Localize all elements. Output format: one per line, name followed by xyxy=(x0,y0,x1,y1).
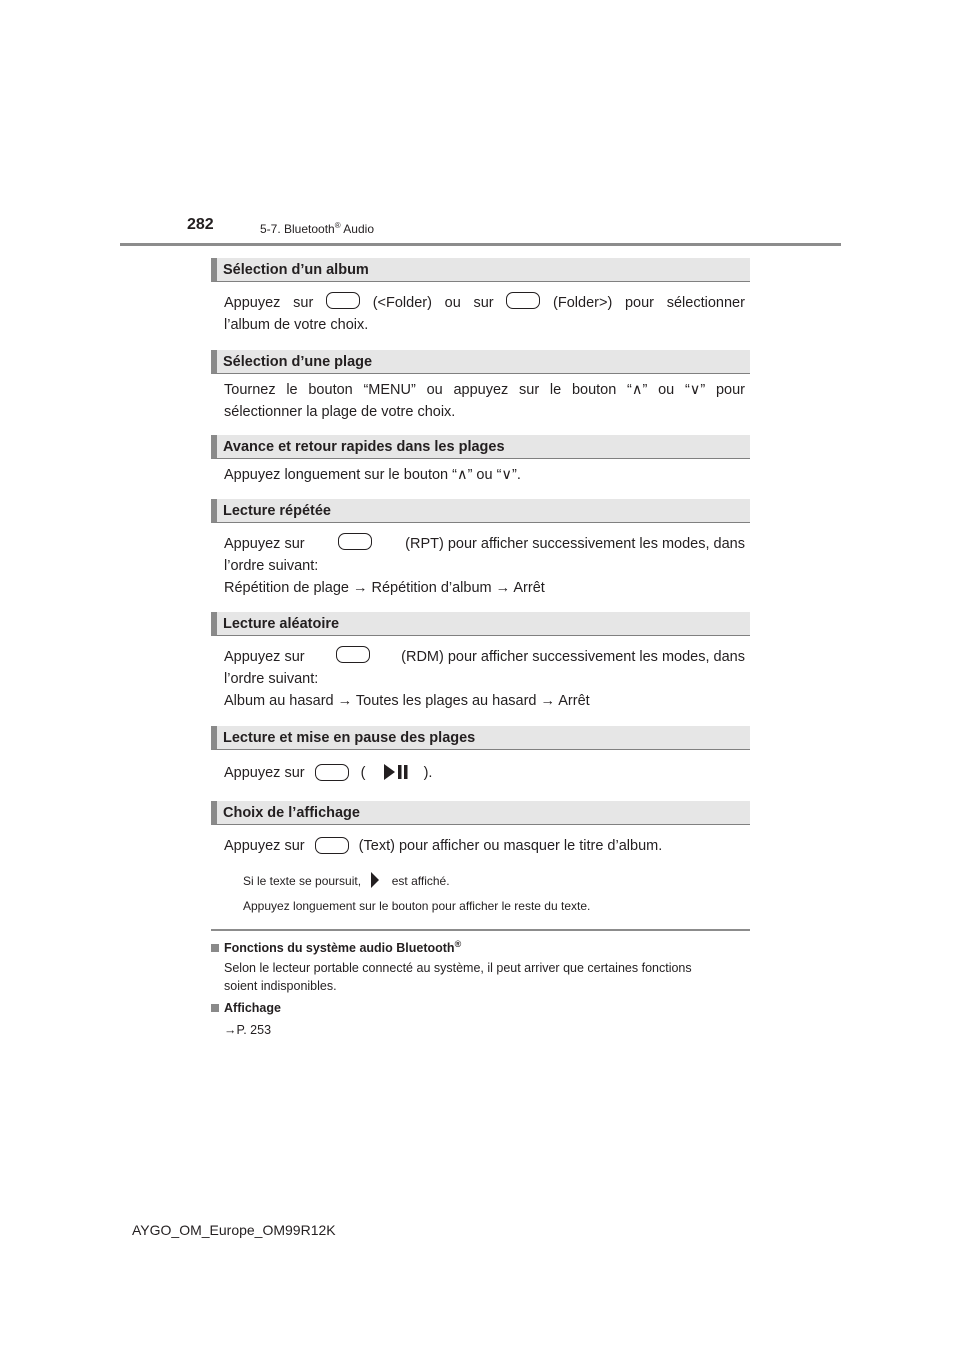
body-line: Appuyez longuement sur le bouton “∧” ou “∨”. xyxy=(224,467,521,483)
body-line: soient indisponibles. xyxy=(224,979,337,993)
section-body-play-pause xyxy=(224,762,745,788)
section-title: Lecture aléatoire xyxy=(223,616,340,632)
page-reference: →P. 253 xyxy=(224,1023,272,1037)
play-pause-icon xyxy=(382,763,410,788)
text-fragment: est affiché. xyxy=(391,874,450,888)
body-line xyxy=(224,292,745,314)
text-fragment: Appuyez xyxy=(224,295,281,311)
section-heading-random xyxy=(211,612,750,636)
square-bullet-icon xyxy=(211,944,219,952)
body-line: Répétition de plage → Répétition d’album → Arrêt xyxy=(224,580,545,596)
steering-switch-button-icon xyxy=(315,764,349,781)
body-line: l’album de votre choix. xyxy=(224,317,369,333)
steering-switch-button-icon xyxy=(326,292,360,309)
text-fragment: (RPT) pour afficher successivement les modes, dans xyxy=(405,536,745,552)
body-line xyxy=(224,533,745,555)
text-fragment: ( xyxy=(360,765,366,781)
steering-switch-button-icon xyxy=(506,292,540,309)
section-body-track xyxy=(224,379,745,423)
section-title: Sélection d’une plage xyxy=(223,354,373,370)
text-fragment: (<Folder) xyxy=(372,295,432,311)
section-title: Avance et retour rapides dans les plages xyxy=(223,439,505,455)
steering-switch-button-icon xyxy=(338,533,372,550)
text-fragment: (Folder>) xyxy=(553,295,613,311)
body-line xyxy=(224,646,745,668)
chapter-title-suffix: Audio xyxy=(340,222,374,236)
section-body-album xyxy=(224,292,745,336)
chapter-title-text: 5-7. Bluetooth xyxy=(260,222,335,236)
registered-mark: ® xyxy=(334,221,341,230)
square-bullet-icon xyxy=(211,1004,219,1012)
section-title: Sélection d’un album xyxy=(223,262,369,278)
text-fragment: ). xyxy=(423,765,433,781)
section-body-random xyxy=(224,646,745,712)
note-title: Fonctions du système audio Bluetooth xyxy=(224,941,455,956)
document-code: AYGO_OM_Europe_OM99R12K xyxy=(132,1222,336,1238)
body-line xyxy=(224,835,745,857)
section-title: Choix de l’affichage xyxy=(223,805,360,821)
section-heading-display xyxy=(211,801,750,825)
body-line xyxy=(224,959,745,977)
section-heading-track xyxy=(211,350,750,374)
text-fragment: Selon le lecteur portable connecté au système, il peut arriver que certaines fonctions xyxy=(224,961,692,975)
text-fragment: pour xyxy=(624,295,655,311)
body-line: l’ordre suivant: xyxy=(224,558,319,574)
body-line: l’ordre suivant: xyxy=(224,671,319,687)
note-title: Affichage xyxy=(224,1001,281,1015)
display-note-line xyxy=(243,871,450,892)
steering-switch-button-icon xyxy=(336,646,370,663)
text-fragment: sur xyxy=(473,295,494,311)
body-line xyxy=(224,762,745,788)
display-note-line: Appuyez longuement sur le bouton pour afficher le reste du texte. xyxy=(243,899,591,913)
section-title: Lecture répétée xyxy=(223,503,331,519)
page-number: 282 xyxy=(187,216,214,233)
registered-mark: ® xyxy=(454,939,462,949)
steering-switch-button-icon xyxy=(315,837,349,854)
section-title: Lecture et mise en pause des plages xyxy=(223,730,476,746)
text-fragment: Appuyez sur xyxy=(224,536,305,552)
text-fragment: sur xyxy=(293,295,314,311)
text-fragment: (RDM) pour afficher successivement les modes, dans xyxy=(401,649,745,665)
note-heading-display xyxy=(211,1001,281,1015)
text-fragment: ou xyxy=(444,295,461,311)
text-fragment: Appuyez sur xyxy=(224,649,305,665)
notes-divider xyxy=(211,929,750,931)
text-fragment: sélectionner xyxy=(666,295,745,311)
section-body-fast-forward xyxy=(224,464,745,486)
section-body-repeat xyxy=(224,533,745,599)
body-line: Album au hasard → Toutes les plages au hasard → Arrêt xyxy=(224,693,590,709)
note-body-bluetooth-functions xyxy=(224,959,745,995)
body-line: Tournez le bouton “MENU” ou appuyez sur le bouton “∧” ou “∨” pour xyxy=(224,382,745,398)
section-heading-repeat xyxy=(211,499,750,523)
chapter-title xyxy=(260,221,374,236)
section-body-display xyxy=(224,835,745,857)
text-fragment: Appuyez sur xyxy=(224,838,305,854)
text-fragment: Si le texte se poursuit, xyxy=(243,874,362,888)
section-heading-album xyxy=(211,258,750,282)
note-heading-bluetooth-functions xyxy=(211,939,461,955)
header-rule xyxy=(120,243,841,246)
scroll-arrow-icon xyxy=(370,871,380,892)
text-fragment: (Text) pour afficher ou masquer le titre d’album. xyxy=(358,838,663,854)
section-heading-play-pause xyxy=(211,726,750,750)
section-heading-fast-forward xyxy=(211,435,750,459)
text-fragment: Appuyez sur xyxy=(224,765,305,781)
note-body-display xyxy=(224,1021,745,1039)
body-line: sélectionner la plage de votre choix. xyxy=(224,404,456,420)
